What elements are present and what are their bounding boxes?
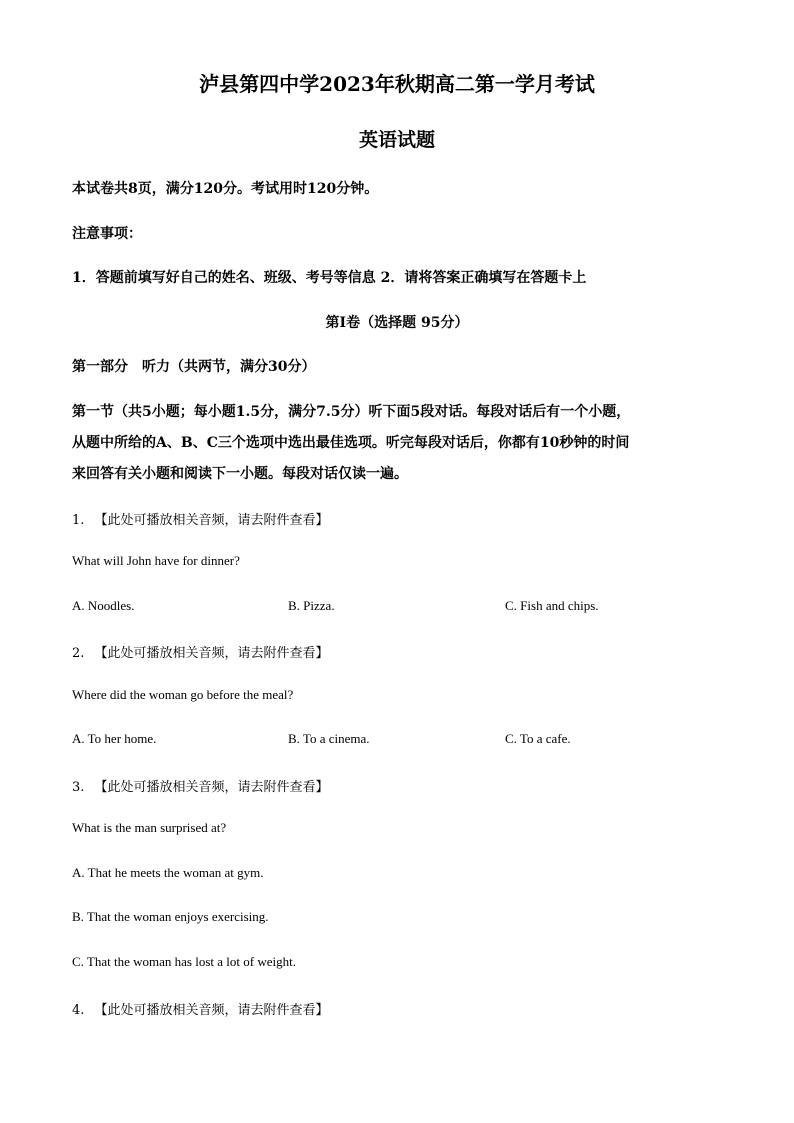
volume-title: 第I卷（选择题 95分） xyxy=(325,315,469,331)
question-3-header xyxy=(72,776,329,795)
question-2-option-b: B. To a cinema. xyxy=(288,731,370,746)
question-4-header xyxy=(72,999,329,1018)
page-title: 泸县第四中学2023年秋期高二第一学月考试 xyxy=(199,72,595,96)
question-number: 2. xyxy=(72,646,85,661)
question-2-option-a: A. To her home. xyxy=(72,731,157,746)
question-2-option-c: C. To a cafe. xyxy=(505,731,571,746)
question-number: 1. xyxy=(72,513,85,528)
notice-label: 注意事项： xyxy=(72,226,142,242)
audio-placeholder[interactable]: 【此处可播放相关音频，请去附件查看】 xyxy=(94,646,329,661)
question-2-text: Where did the woman go before the meal? xyxy=(72,687,294,702)
question-1-option-b: B. Pizza. xyxy=(288,598,335,613)
part-title: 第一部分 听力（共两节，满分30分） xyxy=(72,359,316,375)
question-1-option-a: A. Noodles. xyxy=(72,598,135,613)
audio-placeholder[interactable]: 【此处可播放相关音频，请去附件查看】 xyxy=(94,780,329,795)
question-3-option-b: B. That the woman enjoys exercising. xyxy=(72,909,269,924)
exam-info: 本试卷共8页，满分120分。考试用时120分钟。 xyxy=(72,181,379,197)
question-number: 3. xyxy=(72,780,85,795)
question-1-text: What will John have for dinner? xyxy=(72,553,240,568)
audio-placeholder[interactable]: 【此处可播放相关音频，请去附件查看】 xyxy=(94,1003,329,1018)
question-3-option-a: A. That he meets the woman at gym. xyxy=(72,865,264,880)
question-number: 4. xyxy=(72,1003,85,1018)
audio-placeholder[interactable]: 【此处可播放相关音频，请去附件查看】 xyxy=(94,513,329,528)
question-1-option-c: C. Fish and chips. xyxy=(505,598,599,613)
question-3-text: What is the man surprised at? xyxy=(72,820,227,835)
question-2-header xyxy=(72,642,329,661)
instruction-line-3: 来回答有关小题和阅读下一小题。每段对话仅读一遍。 xyxy=(72,466,408,482)
question-1-header xyxy=(72,509,329,528)
question-3-option-c: C. That the woman has lost a lot of weight. xyxy=(72,954,296,969)
page-subtitle: 英语试题 xyxy=(358,129,435,151)
instruction-line-2: 从题中所给的A、B、C三个选项中选出最佳选项。听完每段对话后，你都有10秒钟的时间 xyxy=(72,435,630,451)
instruction-line-1: 第一节（共5小题；每小题1.5分，满分7.5分）听下面5段对话。每段对话后有一个小题， xyxy=(72,404,631,420)
notice-line: 1．答题前填写好自己的姓名、班级、考号等信息 2．请将答案正确填写在答题卡上 xyxy=(72,270,587,286)
